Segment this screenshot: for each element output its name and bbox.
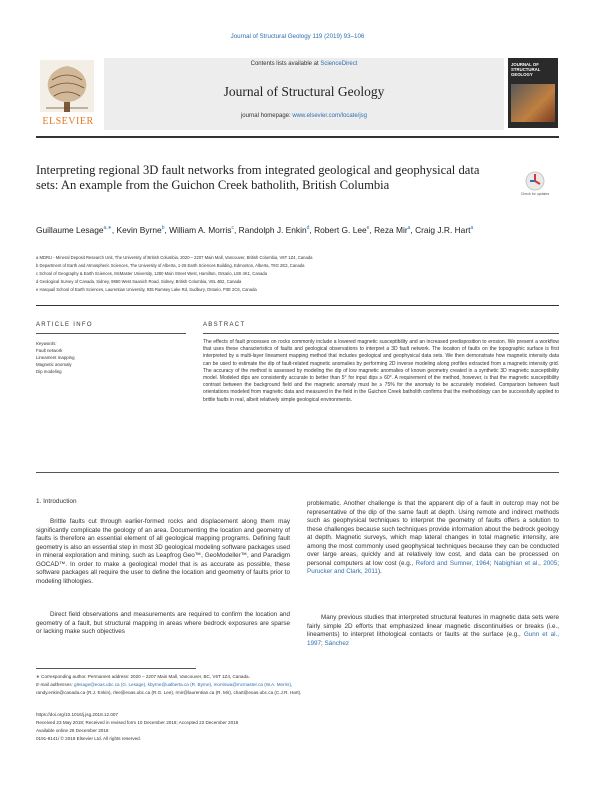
homepage-prefix: journal homepage: <box>240 113 291 119</box>
journal-name: Journal of Structural Geology <box>223 84 385 99</box>
intro-paragraph-2: Direct field observations and measurements are required to confirm the location and geometry of a fault, but structural mapping in areas where bedrock exposures are sparse or lacking make such objectives <box>36 611 290 636</box>
paragraph-end: ). <box>377 568 382 576</box>
reference-link[interactable]: Nabighian et al., 2005 <box>493 559 558 567</box>
affiliation: e Harquail School of Earth Sciences, Laurentian University, 935 Ramsey Lake Rd, Sudbury, Ontario, P3E 2C6, Canada <box>36 287 257 292</box>
sciencedirect-link[interactable]: ScienceDirect <box>320 61 358 67</box>
cover-title-2: STRUCTURAL <box>511 67 541 72</box>
contents-line <box>104 61 504 67</box>
journal-citation[interactable]: Journal of Structural Geology 119 (2019) 93–106 <box>230 33 365 40</box>
reference-link[interactable]: Gunn et al., 1997 <box>307 631 559 647</box>
affiliation: a MDRU - Mineral Deposit Research Unit, The University of British Columbia, 2020 – 2207 Main Mall, Vancouver, British Columbia, V6T 1Z4, Canada <box>36 255 313 260</box>
corresponding-footnote: ∗ Corresponding author. Permanent address: 2020 – 2207 Main Mall, Vancouver, BC, V6T 1Z4, Canada. <box>36 674 250 679</box>
crossmark-icon <box>525 171 545 191</box>
author-list: Guillaume Lesage$^{a,∗}$, Kevin Byrne$^b$, William A. Morris$^c$, Randolph J. Enkin$^d$, Robert G. Lee$^e$, Reza Mir$^a$, Craig J.R. Hart$^a$ <box>36 224 474 235</box>
separator: ; <box>489 559 494 567</box>
keyword: Fault network <box>36 348 63 353</box>
paragraph-text: Many previous studies that interpreted structural features in magnetic data sets were fairly simple 2D efforts that emphasized linear magnetic discontinuities or breaks (i.e., lineaments) to interpret lithological contacts or faults at the surface (e.g., <box>307 614 559 639</box>
publisher-name: ELSEVIER <box>42 116 94 127</box>
abstract-heading: ABSTRACT <box>203 322 246 328</box>
author[interactable]: Robert G. Lee <box>314 224 367 235</box>
author-sup: c <box>231 225 234 231</box>
check-for-updates-badge[interactable] <box>511 171 559 201</box>
contents-prefix: Contents lists available at <box>250 61 319 67</box>
separator: ; <box>321 639 325 647</box>
cover-image <box>511 84 555 122</box>
cover-title-3: GEOLOGY <box>511 72 533 77</box>
article-info-rule <box>36 333 186 334</box>
doi-link[interactable]: https://doi.org/10.1016/j.jsg.2018.12.007 <box>36 712 118 717</box>
author[interactable]: Reza Mir <box>374 224 408 235</box>
author[interactable]: Kevin Byrne <box>116 224 162 235</box>
homepage-line <box>104 113 504 119</box>
author-sup: a,∗ <box>103 225 112 231</box>
keyword: Lineament mapping <box>36 355 75 360</box>
author[interactable]: William A. Morris <box>169 224 232 235</box>
author-sup: b <box>161 225 165 231</box>
reference-link[interactable]: Purucker and Clark, 2011 <box>307 568 378 576</box>
author[interactable]: Randolph J. Enkin <box>238 224 307 235</box>
separator: ; <box>557 559 559 567</box>
crossmark-label: Check for updates <box>520 192 550 196</box>
homepage-link[interactable]: www.elsevier.com/locate/jsg <box>292 113 368 119</box>
email-footnote <box>36 682 556 689</box>
author[interactable]: Craig J.R. Hart <box>415 224 471 235</box>
received-dates: Received 23 May 2018; Received in revised form 10 December 2018; Accepted 22 December 2018 <box>36 720 239 725</box>
copyright: 0191-8141/ © 2018 Elsevier Ltd. All rights reserved. <box>36 736 142 741</box>
abstract-bottom-rule <box>36 472 559 473</box>
author-sup: d <box>306 225 310 231</box>
abstract-text: The effects of fault processes on rocks commonly include a lowered magnetic susceptibility and an increased predisposition to erosion. We present a workflow that uses these characteristics of faults and geological observations to interpret a 3D fault network. The location of faults on the topographic surface is first interpreted by a multi-layer lineament mapping method that includes geological and geophysical data sets. We then demonstrate how magnetic intensity data can be used to estimate the dip of fault-related magnetic anomalies by performing 2D inverse modeling along profiles extracted from a magnetic intensity grid. The accuracy of the method is assessed by modeling the dip of low magnetic anomalies of known geometry created in a synthetic 3D magnetic susceptibility model. Modeled dips are consistently accurate to better than 5° for input dips ≥ 60°. A requirement of the method, however, is that the magnetic susceptibility contrast between the background field and the magnetic anomaly must be ≥ 75% for the anomaly to be accurately modeled. Comparison between fault orientations modeled from magnetic data and measured in the field in the Guichon Creek batholith confirms that the methodology can be successfully applied to brittle faults in real, albeit relatively simple geological environments. <box>203 339 559 403</box>
footnote-rule <box>36 668 196 669</box>
reference-link[interactable]: Reford and Sumner, 1964 <box>415 559 490 567</box>
affiliation: c School of Geography & Earth Sciences, McMaster University, 1280 Main Street West, Hamilton, Ontario, L8S 4K1, Canada <box>36 271 267 276</box>
article-title: Interpreting regional 3D fault networks from integrated geological and geophysical data sets: An example from the Guichon Creek batholith, British Columbia <box>36 163 480 192</box>
keyword: Dip modeling <box>36 369 62 374</box>
paragraph-text: problematic. Another challenge is that the apparent dip of a fault in outcrop may not be representative of the dip of the same fault at depth. Using remote and indirect methods such as geophysical techniques to interpret the geometry of faults offers a solution to these challenges because such techniques provide information about the bedrock geology at depth. Magnetic surveys, which map lateral changes in total magnetic intensity, are among the most commonly used geophysical techniques because they can be conducted over large areas, quickly and at relatively low cost, and data can be processed on personal computers at low cost (e.g., <box>307 500 559 567</box>
affiliation: d Geological Survey of Canada, Sidney, 9860 West Saanich Road, Sidney, British Columbia, V8L 4B2, Canada <box>36 279 242 284</box>
header-rule <box>36 136 559 138</box>
email-label: E-mail addresses: <box>36 682 73 687</box>
article-info-heading: ARTICLE INFO <box>36 322 93 328</box>
elsevier-logo <box>36 58 98 132</box>
abstract-rule <box>203 333 559 334</box>
keyword: Magnetic anomaly <box>36 362 72 367</box>
keywords-label: Keywords: <box>36 341 57 346</box>
section-heading-introduction: 1. Introduction <box>36 498 77 505</box>
affiliation: b Department of Earth and Atmospheric Sciences, The University of Alberta, 1-26 Earth Sciences Building, Edmonton, Alberta, T6G 2E3, Canada <box>36 263 305 268</box>
intro-paragraph-1: Brittle faults cut through earlier-formed rocks and displacement along them may significantly complicate the geology of an area. Documenting the location and geometry of faults is therefore an essential element of all geological mapping programs. Defining fault geometry is also an essential step in most 3D geological modeling software packages used in mineral exploration and mining, such as Leapfrog Geo™, GeoModeller™, and Paradigm GOCAD™. In order to make a geological model that is as accurate as possible, these software packages all require the user to define the location and geometry of faults prior to modeling lithologies. <box>36 518 290 585</box>
reference-link[interactable]: Sánchez <box>324 639 350 647</box>
email-links[interactable]: glesage@eoas.ubc.ca (G. Lesage), kbyrne@ualberta.ca (R. Byrne), morriswa@mcmaster.ca (W.A. Morris), <box>74 682 293 687</box>
author[interactable]: Guillaume Lesage <box>36 224 104 235</box>
author-sup: e <box>366 225 370 231</box>
cover-title-1: JOURNAL OF <box>511 62 539 67</box>
email-links-2[interactable]: randy.enkin@canada.ca (R.J. Enkin), rlee@eoas.ubc.ca (R.G. Lee), rmir@laurentian.ca (R. Mir), chart@eoas.ubc.ca (C.J.R. Hart). <box>36 690 302 695</box>
available-online: Available online 26 December 2018 <box>36 728 109 733</box>
author-sup: a <box>470 225 474 231</box>
affiliation-rule <box>36 305 559 306</box>
author-sup: a <box>407 225 411 231</box>
intro-paragraph-right-1 <box>307 500 559 577</box>
intro-paragraph-right-2 <box>307 614 559 648</box>
journal-cover-thumbnail <box>508 58 558 128</box>
